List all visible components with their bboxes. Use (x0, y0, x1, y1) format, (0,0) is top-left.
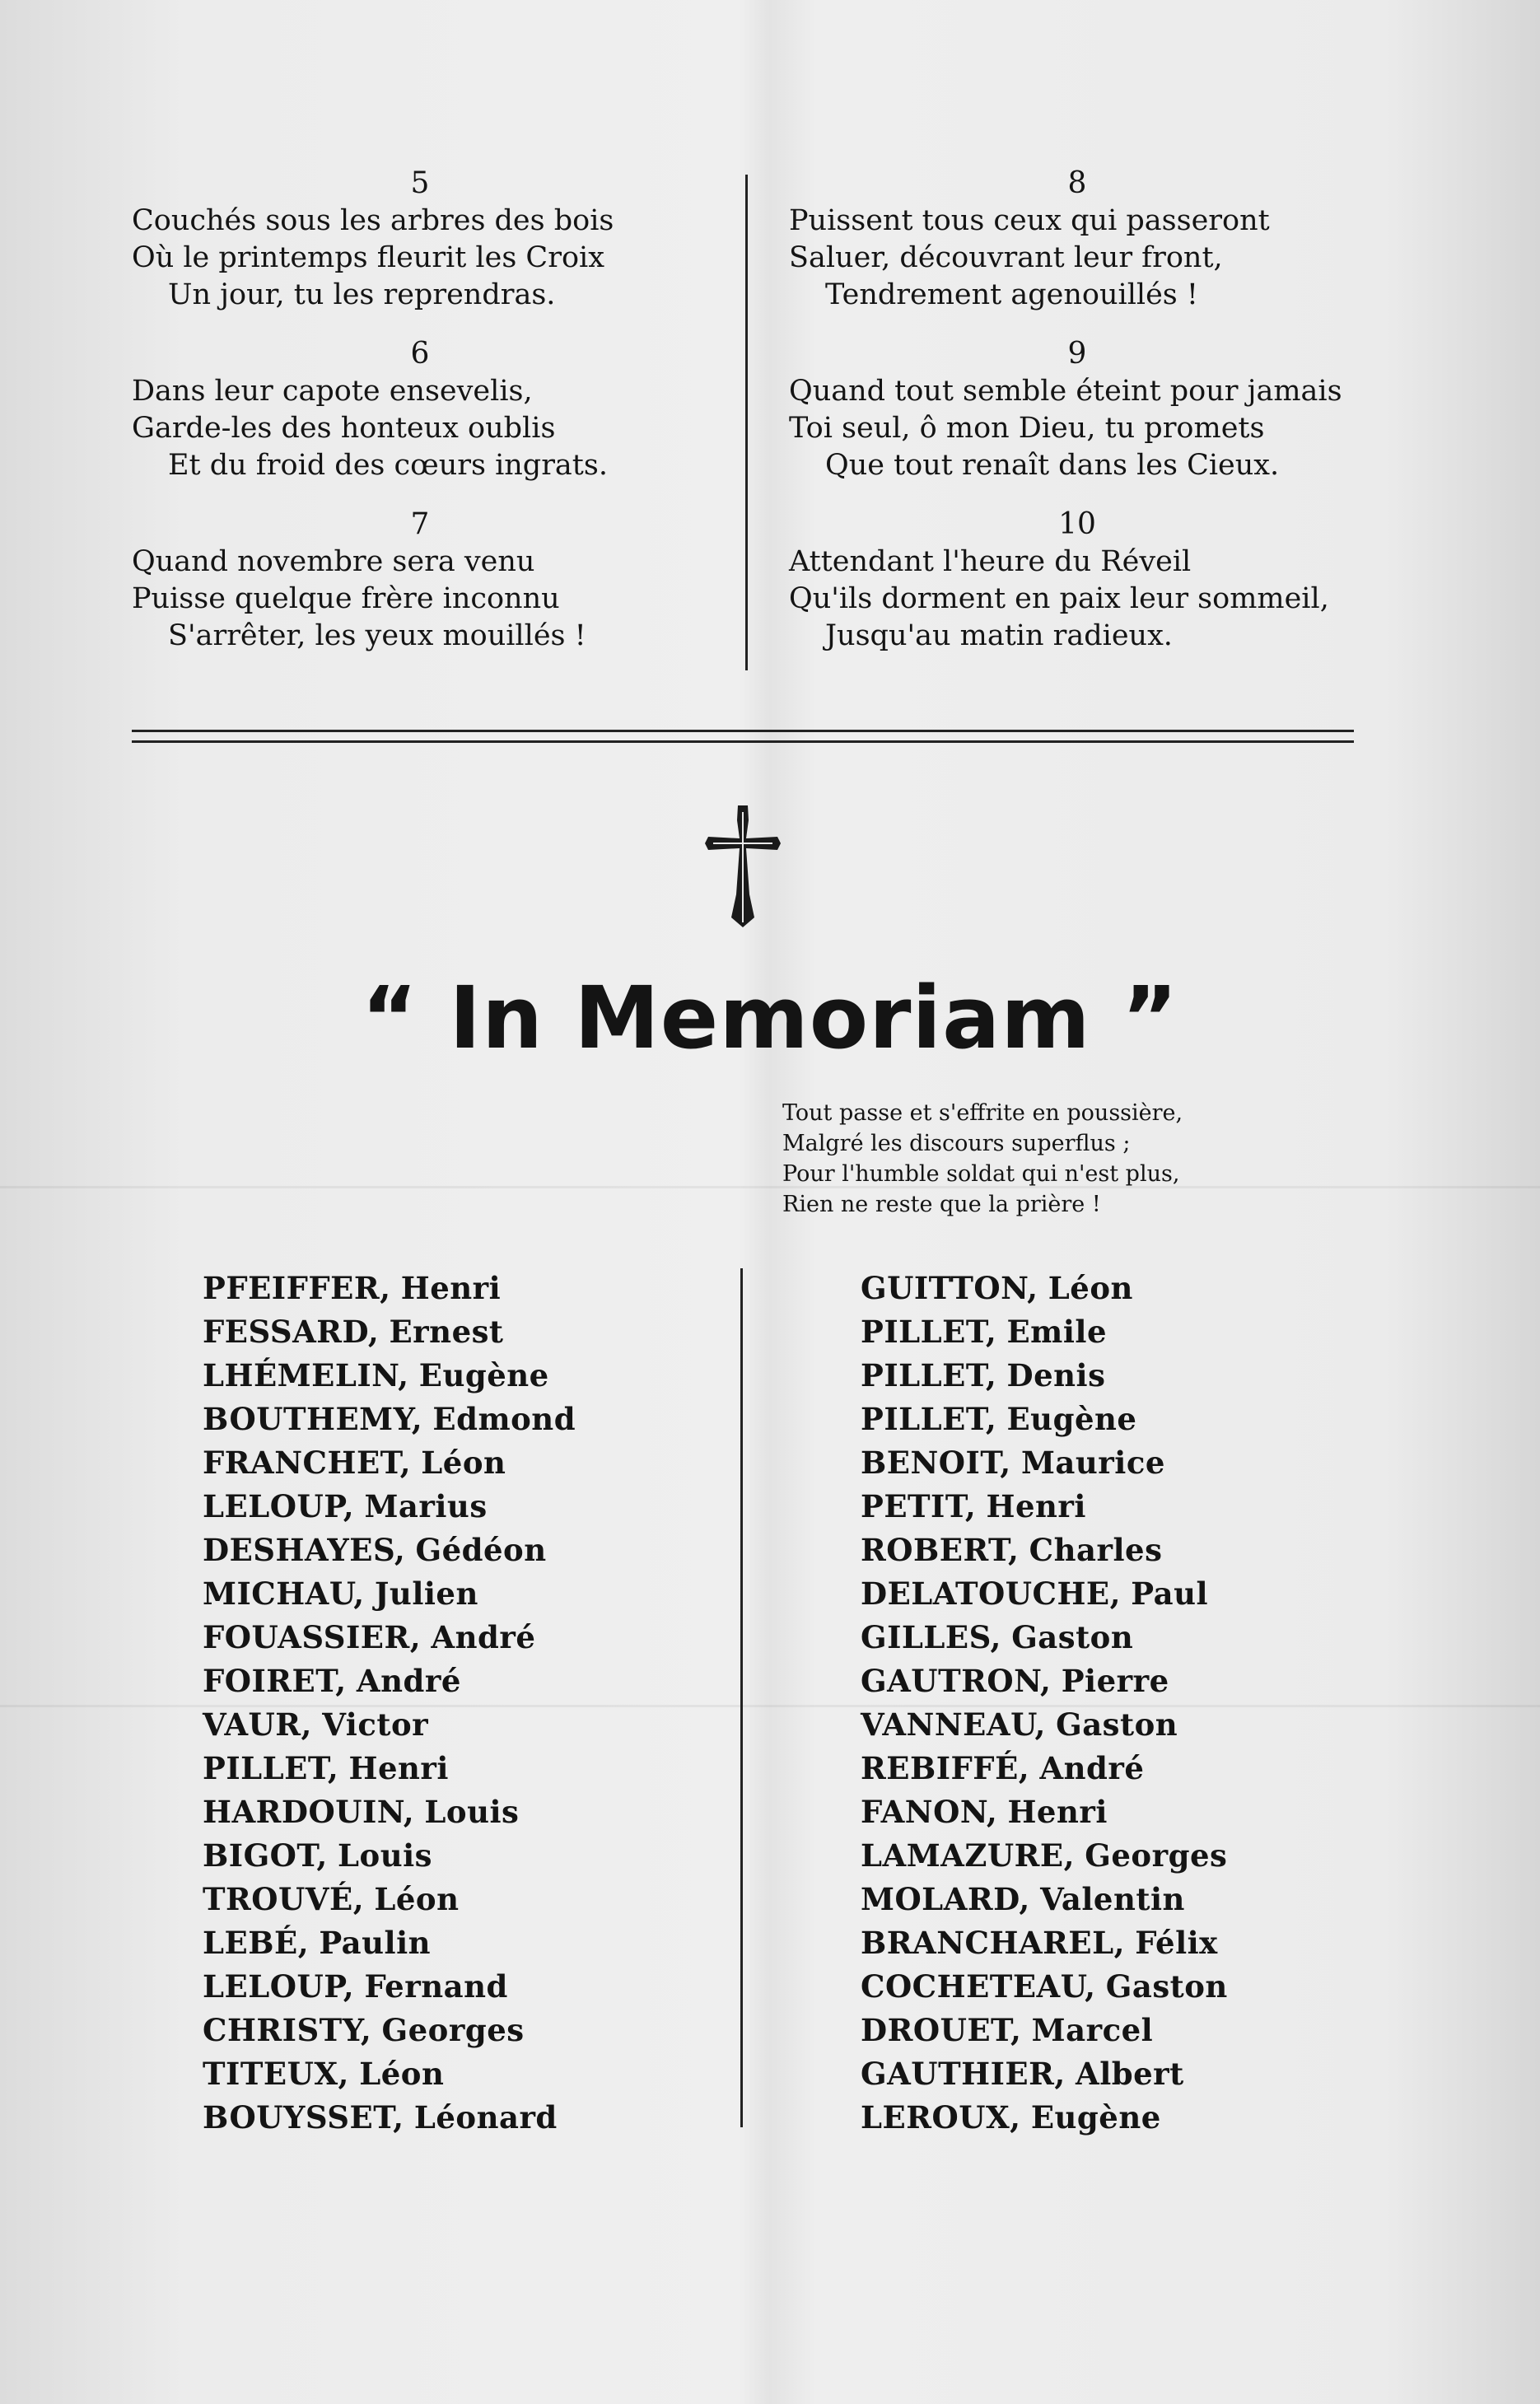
soldier-given-name: Pierre (1061, 1663, 1169, 1699)
soldier-given-name: Eugène (1006, 1401, 1137, 1437)
verse-line: Un jour, tu les reprendras. (168, 278, 556, 311)
soldier-name (203, 1310, 796, 1354)
soldier-name (203, 1529, 796, 1572)
soldier-surname: LEBÉ, (203, 1925, 310, 1961)
soldier-name (861, 1790, 1454, 1834)
soldier-surname: BENOIT, (861, 1445, 1011, 1481)
soldier-name (861, 1441, 1454, 1485)
soldier-given-name: Henri (1007, 1794, 1108, 1830)
soldier-surname: LELOUP, (203, 1488, 355, 1524)
soldier-surname: VAUR, (203, 1706, 312, 1743)
soldier-given-name: Maurice (1020, 1445, 1165, 1481)
verse-line: Puisse quelque frère inconnu (132, 582, 560, 615)
verse-line: Tendrement agenouillés ! (825, 278, 1198, 311)
verse-line: Attendant l'heure du Réveil (789, 545, 1192, 578)
soldier-given-name: Valentin (1040, 1881, 1185, 1917)
soldier-name (861, 1354, 1454, 1398)
soldier-given-name: Albert (1075, 2056, 1184, 2092)
soldier-given-name: Paul (1131, 1575, 1209, 1612)
section-divider-top-line (132, 730, 1354, 732)
poem-stanza (789, 506, 1382, 655)
soldier-name (861, 1965, 1454, 2009)
poem-stanza (789, 165, 1382, 314)
soldier-given-name: Eugène (1030, 2099, 1161, 2136)
names-column-left (203, 1267, 796, 2140)
names-column-right (861, 1267, 1454, 2140)
soldier-name (861, 2096, 1454, 2140)
verse-line: S'arrêter, les yeux mouillés ! (168, 619, 586, 652)
soldier-name (203, 1703, 796, 1747)
soldier-name (203, 1441, 796, 1485)
soldier-name (861, 1616, 1454, 1659)
soldier-given-name: André (356, 1663, 461, 1699)
soldier-surname: BRANCHAREL, (861, 1925, 1126, 1961)
soldier-given-name: Emile (1006, 1314, 1107, 1350)
soldier-surname: ROBERT, (861, 1532, 1020, 1568)
soldier-surname: COCHETEAU, (861, 1968, 1096, 2005)
verse-line: Toi seul, ô mon Dieu, tu promets (789, 412, 1265, 445)
poem-column-divider (745, 175, 748, 670)
epigraph-line: Rien ne reste que la prière ! (782, 1192, 1101, 1217)
verse-line: Quand tout semble éteint pour jamais (789, 375, 1342, 408)
soldier-name (203, 1267, 796, 1310)
soldier-surname: FOUASSIER, (203, 1619, 422, 1655)
soldier-name (861, 1703, 1454, 1747)
soldier-surname: TITEUX, (203, 2056, 349, 2092)
soldier-surname: LEROUX, (861, 2099, 1021, 2136)
soldier-given-name: Fernand (364, 1968, 508, 2005)
stanza-number: 10 (1058, 507, 1096, 541)
soldier-name (861, 1572, 1454, 1616)
section-divider-bottom-line (132, 740, 1354, 743)
cross-icon (702, 802, 784, 931)
soldier-given-name: André (1039, 1750, 1145, 1786)
verse-line: Garde-les des honteux oublis (132, 412, 556, 445)
poem-stanza (789, 335, 1382, 484)
soldier-surname: GAUTRON, (861, 1663, 1052, 1699)
verse-line: Où le printemps fleurit les Croix (132, 241, 604, 274)
soldier-given-name: Eugène (418, 1357, 549, 1393)
soldier-name (203, 1790, 796, 1834)
soldier-surname: MOLARD, (861, 1881, 1030, 1917)
stanza-number: 5 (410, 166, 430, 200)
soldier-name (203, 1878, 796, 1921)
soldier-surname: FOIRET, (203, 1663, 347, 1699)
soldier-surname: PETIT, (861, 1488, 977, 1524)
soldier-given-name: Henri (348, 1750, 449, 1786)
soldier-given-name: Georges (381, 2012, 525, 2048)
soldier-surname: DELATOUCHE, (861, 1575, 1122, 1612)
epigraph-line: Malgré les discours superflus ; (782, 1131, 1131, 1156)
soldier-surname: GUITTON, (861, 1270, 1038, 1306)
poem-stanza (132, 335, 725, 484)
soldier-given-name: André (431, 1619, 536, 1655)
soldier-surname: BOUYSSET, (203, 2099, 404, 2136)
soldier-surname: GAUTHIER, (861, 2056, 1066, 2092)
soldier-given-name: Victor (322, 1706, 429, 1743)
soldier-name (861, 1529, 1454, 1572)
soldier-surname: PILLET, (861, 1401, 997, 1437)
soldier-given-name: Marcel (1031, 2012, 1154, 2048)
verse-line: Couchés sous les arbres des bois (132, 204, 614, 237)
soldier-surname: DROUET, (861, 2012, 1022, 2048)
soldier-name (861, 2052, 1454, 2096)
soldier-name (203, 1572, 796, 1616)
soldier-surname: BOUTHEMY, (203, 1401, 423, 1437)
soldier-name (203, 1747, 796, 1790)
soldier-name (861, 1747, 1454, 1790)
poem-column-right (789, 165, 1382, 676)
soldier-given-name: Léon (374, 1881, 460, 1917)
epigraph-line: Tout passe et s'effrite en poussière, (782, 1100, 1183, 1126)
verse-line: Qu'ils dorment en paix leur sommeil, (789, 582, 1329, 615)
soldier-surname: PILLET, (203, 1750, 339, 1786)
soldier-name (861, 1834, 1454, 1878)
soldier-surname: DESHAYES, (203, 1532, 406, 1568)
soldier-surname: PILLET, (861, 1314, 997, 1350)
soldier-given-name: Ernest (389, 1314, 504, 1350)
verse-line: Quand novembre sera venu (132, 545, 535, 578)
soldier-name (861, 1921, 1454, 1965)
soldier-surname: FANON, (861, 1794, 998, 1830)
soldier-surname: REBIFFÉ, (861, 1750, 1030, 1786)
soldier-name (203, 1616, 796, 1659)
verse-line: Que tout renaît dans les Cieux. (825, 449, 1280, 482)
verse-line: Dans leur capote ensevelis, (132, 375, 533, 408)
soldier-surname: LAMAZURE, (861, 1837, 1075, 1874)
soldier-given-name: Henri (400, 1270, 502, 1306)
soldier-surname: CHRISTY, (203, 2012, 372, 2048)
soldier-name (861, 1398, 1454, 1441)
soldier-surname: MICHAU, (203, 1575, 365, 1612)
soldier-surname: PILLET, (861, 1357, 997, 1393)
soldier-name (203, 1485, 796, 1529)
soldier-given-name: Léon (359, 2056, 445, 2092)
soldier-surname: FESSARD, (203, 1314, 380, 1350)
verse-line: Saluer, découvrant leur front, (789, 241, 1223, 274)
soldier-given-name: Paulin (319, 1925, 432, 1961)
soldier-given-name: Gaston (1105, 1968, 1228, 2005)
soldier-given-name: Gaston (1056, 1706, 1178, 1743)
epigraph-line: Pour l'humble soldat qui n'est plus, (782, 1161, 1180, 1187)
soldier-name (203, 1965, 796, 2009)
soldier-name (203, 1354, 796, 1398)
soldier-surname: LELOUP, (203, 1968, 355, 2005)
soldier-given-name: Henri (986, 1488, 1086, 1524)
soldier-surname: FRANCHET, (203, 1445, 412, 1481)
soldier-surname: PFEIFFER, (203, 1270, 391, 1306)
soldier-name (203, 1834, 796, 1878)
soldier-name (203, 2052, 796, 2096)
soldier-name (203, 2096, 796, 2140)
soldier-name (861, 1878, 1454, 1921)
soldier-given-name: Julien (374, 1575, 478, 1612)
page-title: “ In Memoriam ” (361, 968, 1179, 1068)
soldier-given-name: Louis (338, 1837, 433, 1874)
soldier-name (861, 2009, 1454, 2052)
soldier-name (203, 1921, 796, 1965)
names-column-divider (740, 1268, 743, 2127)
soldier-given-name: Léon (1048, 1270, 1133, 1306)
soldier-given-name: Denis (1006, 1357, 1106, 1393)
stanza-number: 6 (410, 337, 430, 371)
soldier-given-name: Gédéon (415, 1532, 547, 1568)
soldier-surname: TROUVÉ, (203, 1881, 365, 1917)
soldier-given-name: Georges (1085, 1837, 1228, 1874)
soldier-given-name: Léonard (413, 2099, 558, 2136)
soldier-name (203, 1659, 796, 1703)
soldier-surname: HARDOUIN, (203, 1794, 415, 1830)
soldier-name (203, 2009, 796, 2052)
stanza-number: 8 (1067, 166, 1087, 200)
soldier-given-name: Félix (1135, 1925, 1218, 1961)
soldier-given-name: Louis (424, 1794, 520, 1830)
poem-column-left (132, 165, 725, 676)
verse-line: Puissent tous ceux qui passeront (789, 204, 1270, 237)
soldier-given-name: Gaston (1011, 1619, 1134, 1655)
soldier-name (861, 1659, 1454, 1703)
soldier-surname: LHÉMELIN, (203, 1357, 409, 1393)
soldier-name (861, 1267, 1454, 1310)
soldier-given-name: Marius (364, 1488, 488, 1524)
soldier-surname: VANNEAU, (861, 1706, 1046, 1743)
soldier-surname: GILLES, (861, 1619, 1001, 1655)
verse-line: Jusqu'au matin radieux. (825, 619, 1173, 652)
soldier-given-name: Edmond (432, 1401, 576, 1437)
verse-line: Et du froid des cœurs ingrats. (168, 449, 608, 482)
soldier-name (861, 1485, 1454, 1529)
epigraph (782, 1098, 1309, 1220)
soldier-name (203, 1398, 796, 1441)
poem-stanza (132, 165, 725, 314)
soldier-name (861, 1310, 1454, 1354)
poem-stanza (132, 506, 725, 655)
soldier-given-name: Léon (421, 1445, 506, 1481)
soldier-given-name: Charles (1029, 1532, 1163, 1568)
stanza-number: 7 (410, 507, 430, 541)
stanza-number: 9 (1067, 337, 1087, 371)
soldier-surname: BIGOT, (203, 1837, 328, 1874)
